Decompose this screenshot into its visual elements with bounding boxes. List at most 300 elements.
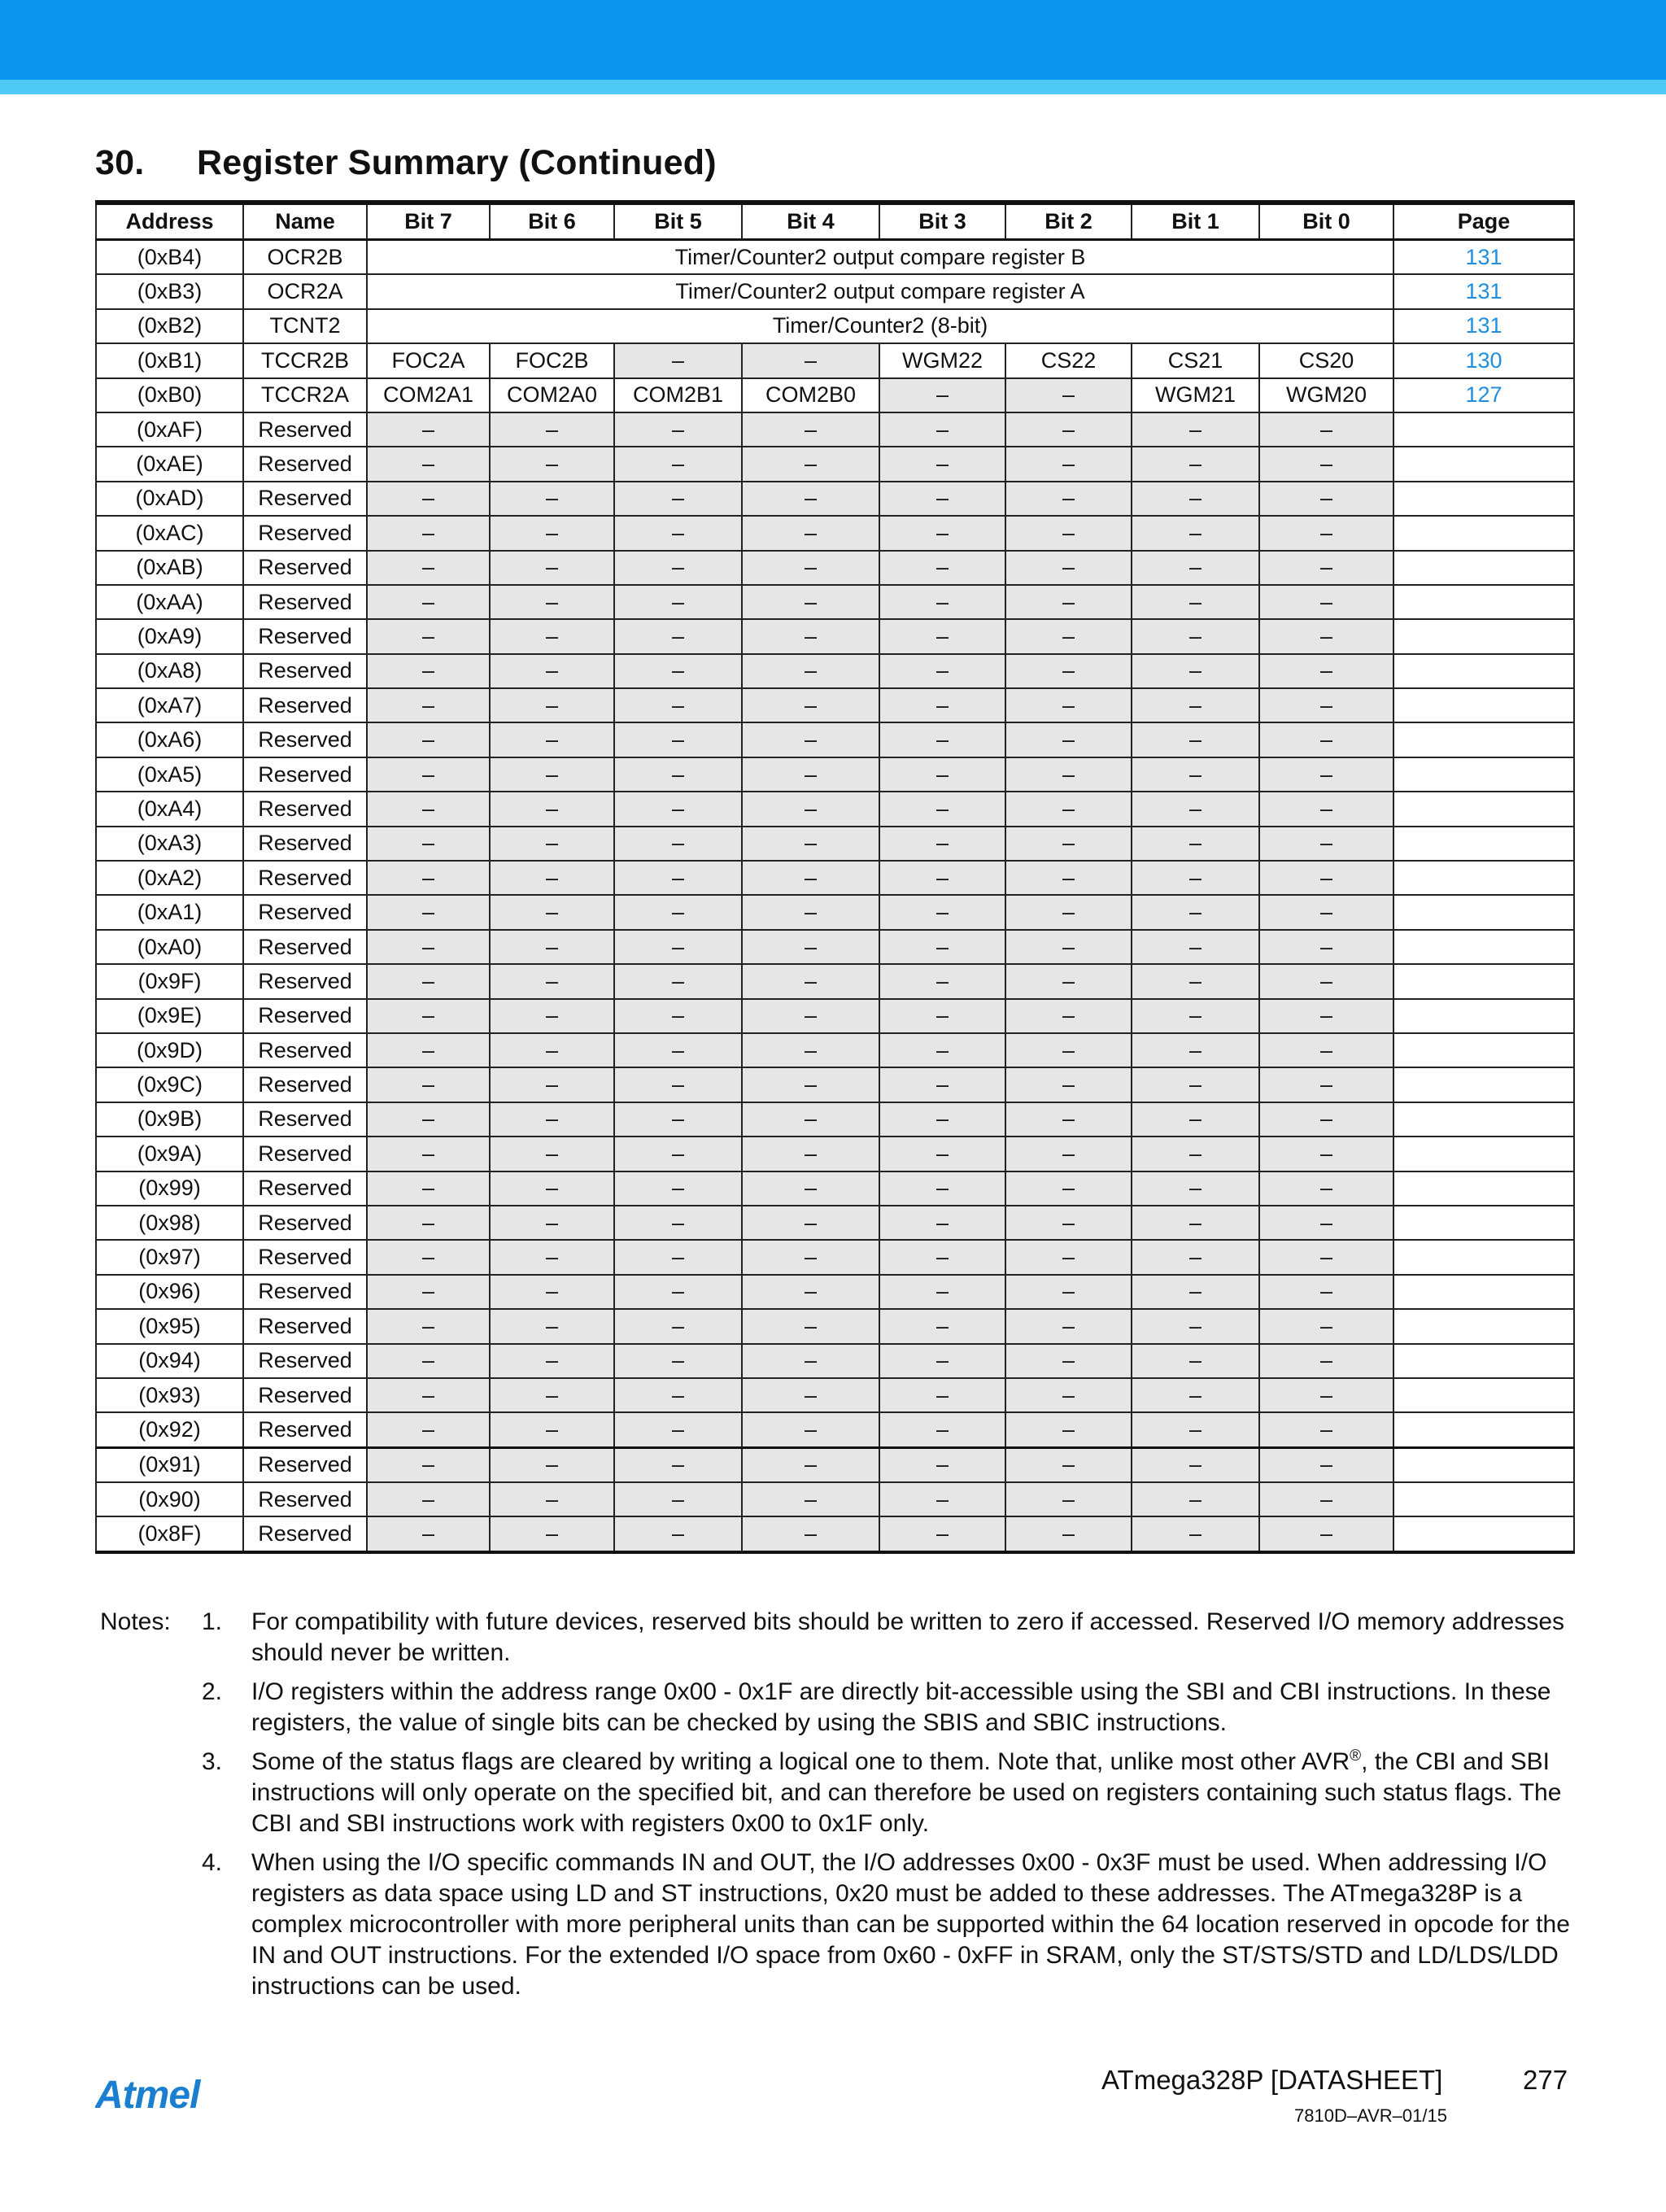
- reserved-bit-cell: –: [742, 585, 879, 619]
- register-name-cell: Reserved: [243, 1171, 367, 1206]
- register-name-cell: Reserved: [243, 1447, 367, 1482]
- reserved-bit-cell: –: [1132, 861, 1259, 895]
- reserved-bit-cell: –: [367, 999, 490, 1033]
- page-cell: [1393, 964, 1574, 998]
- reserved-bit-cell: –: [614, 964, 742, 998]
- reserved-bit-cell: –: [1259, 1378, 1393, 1412]
- reserved-bit-cell: –: [1005, 757, 1132, 792]
- reserved-bit-cell: –: [1259, 1275, 1393, 1309]
- bit-cell: WGM21: [1132, 378, 1259, 412]
- reserved-bit-cell: –: [1132, 1309, 1259, 1343]
- reserved-bit-cell: –: [1259, 412, 1393, 447]
- register-description-cell: Timer/Counter2 output compare register B: [367, 240, 1393, 275]
- address-cell: (0x94): [96, 1344, 243, 1378]
- address-cell: (0xA6): [96, 722, 243, 757]
- page-cell: [1393, 1482, 1574, 1516]
- reserved-bit-cell: –: [490, 1447, 614, 1482]
- bit-cell: WGM22: [879, 343, 1005, 377]
- reserved-bit-cell: –: [1005, 1309, 1132, 1343]
- address-cell: (0xAD): [96, 482, 243, 516]
- reserved-bit-cell: –: [1259, 1412, 1393, 1447]
- reserved-bit-cell: –: [742, 551, 879, 585]
- reserved-bit-cell: –: [490, 1206, 614, 1240]
- table-row: [96, 688, 1574, 722]
- header-band-line: [0, 80, 1666, 94]
- reserved-bit-cell: –: [614, 447, 742, 481]
- reserved-bit-cell: –: [1005, 1275, 1132, 1309]
- note-item: [202, 1607, 1572, 1669]
- page-link[interactable]: 127: [1393, 378, 1574, 412]
- table-row: [96, 654, 1574, 688]
- reserved-bit-cell: –: [1132, 1067, 1259, 1102]
- reserved-bit-cell: –: [1132, 619, 1259, 653]
- reserved-bit-cell: –: [367, 516, 490, 550]
- column-header: Page: [1393, 203, 1574, 240]
- reserved-bit-cell: –: [879, 1033, 1005, 1067]
- table-row: [96, 1482, 1574, 1516]
- reserved-bit-cell: –: [1259, 964, 1393, 998]
- reserved-bit-cell: –: [614, 861, 742, 895]
- address-cell: (0x9E): [96, 999, 243, 1033]
- reserved-bit-cell: –: [879, 722, 1005, 757]
- reserved-bit-cell: –: [879, 1067, 1005, 1102]
- reserved-bit-cell: –: [879, 1171, 1005, 1206]
- reserved-bit-cell: –: [1132, 1033, 1259, 1067]
- section-number: 30.: [95, 143, 145, 182]
- reserved-bit-cell: –: [490, 895, 614, 929]
- reserved-bit-cell: –: [879, 1240, 1005, 1274]
- reserved-bit-cell: –: [879, 619, 1005, 653]
- register-name-cell: Reserved: [243, 551, 367, 585]
- address-cell: (0xAE): [96, 447, 243, 481]
- reserved-bit-cell: –: [742, 1378, 879, 1412]
- footer-doc-code: 7810D–AVR–01/15: [1294, 2105, 1447, 2126]
- reserved-bit-cell: –: [879, 654, 1005, 688]
- reserved-bit-cell: –: [1005, 792, 1132, 826]
- reserved-bit-cell: –: [367, 757, 490, 792]
- reserved-bit-cell: –: [742, 757, 879, 792]
- reserved-bit-cell: –: [1259, 1171, 1393, 1206]
- address-cell: (0x99): [96, 1171, 243, 1206]
- register-name-cell: Reserved: [243, 964, 367, 998]
- reserved-bit-cell: –: [1005, 1482, 1132, 1516]
- logo-text: Atmel: [95, 2074, 200, 2116]
- page-cell: [1393, 895, 1574, 929]
- reserved-bit-cell: –: [1132, 1275, 1259, 1309]
- register-name-cell: Reserved: [243, 412, 367, 447]
- address-cell: (0xB1): [96, 343, 243, 377]
- register-name-cell: Reserved: [243, 861, 367, 895]
- reserved-bit-cell: –: [1132, 964, 1259, 998]
- reserved-bit-cell: –: [1005, 1378, 1132, 1412]
- address-cell: (0x8F): [96, 1516, 243, 1551]
- table-header-row: [96, 203, 1574, 240]
- reserved-bit-cell: –: [1005, 1516, 1132, 1551]
- column-header: Bit 4: [742, 203, 879, 240]
- table-row: [96, 827, 1574, 861]
- bit-cell: CS20: [1259, 343, 1393, 377]
- reserved-bit-cell: –: [490, 516, 614, 550]
- column-header: Name: [243, 203, 367, 240]
- register-name-cell: Reserved: [243, 1240, 367, 1274]
- reserved-bit-cell: –: [614, 1378, 742, 1412]
- reserved-bit-cell: –: [367, 1309, 490, 1343]
- address-cell: (0x92): [96, 1412, 243, 1447]
- reserved-bit-cell: –: [367, 1137, 490, 1171]
- reserved-bit-cell: –: [742, 1412, 879, 1447]
- bit-cell: COM2B0: [742, 378, 879, 412]
- reserved-bit-cell: –: [1259, 1482, 1393, 1516]
- address-cell: (0x97): [96, 1240, 243, 1274]
- bit-cell: –: [879, 378, 1005, 412]
- reserved-bit-cell: –: [614, 688, 742, 722]
- reserved-bit-cell: –: [1259, 551, 1393, 585]
- reserved-bit-cell: –: [742, 516, 879, 550]
- reserved-bit-cell: –: [367, 895, 490, 929]
- page-cell: [1393, 722, 1574, 757]
- reserved-bit-cell: –: [879, 516, 1005, 550]
- reserved-bit-cell: –: [1005, 1206, 1132, 1240]
- reserved-bit-cell: –: [490, 1412, 614, 1447]
- reserved-bit-cell: –: [742, 1275, 879, 1309]
- table-row: [96, 1447, 1574, 1482]
- address-cell: (0x9F): [96, 964, 243, 998]
- table-row: [96, 516, 1574, 550]
- reserved-bit-cell: –: [1259, 1344, 1393, 1378]
- register-name-cell: Reserved: [243, 1137, 367, 1171]
- note-number: 3.: [202, 1748, 223, 1775]
- reserved-bit-cell: –: [879, 1516, 1005, 1551]
- reserved-bit-cell: –: [1005, 619, 1132, 653]
- reserved-bit-cell: –: [1132, 1206, 1259, 1240]
- bit-cell: CS21: [1132, 343, 1259, 377]
- reserved-bit-cell: –: [490, 482, 614, 516]
- address-cell: (0xA0): [96, 930, 243, 964]
- reserved-bit-cell: –: [1259, 1240, 1393, 1274]
- address-cell: (0x91): [96, 1447, 243, 1482]
- register-description-cell: Timer/Counter2 (8-bit): [367, 309, 1393, 343]
- table-row: [96, 1067, 1574, 1102]
- reserved-bit-cell: –: [742, 619, 879, 653]
- reserved-bit-cell: –: [490, 1344, 614, 1378]
- section-title: Register Summary (Continued): [197, 143, 717, 182]
- address-cell: (0x9B): [96, 1102, 243, 1137]
- reserved-bit-cell: –: [879, 482, 1005, 516]
- reserved-bit-cell: –: [367, 1344, 490, 1378]
- reserved-bit-cell: –: [614, 1516, 742, 1551]
- reserved-bit-cell: –: [879, 999, 1005, 1033]
- page-cell: [1393, 1344, 1574, 1378]
- reserved-bit-cell: –: [879, 1344, 1005, 1378]
- reserved-bit-cell: –: [490, 964, 614, 998]
- page-cell: [1393, 1412, 1574, 1447]
- notes-label: Notes:: [100, 1608, 171, 1635]
- reserved-bit-cell: –: [1132, 1516, 1259, 1551]
- reserved-bit-cell: –: [1132, 827, 1259, 861]
- bit-cell: WGM20: [1259, 378, 1393, 412]
- page-cell: [1393, 551, 1574, 585]
- reserved-bit-cell: –: [1259, 930, 1393, 964]
- reserved-bit-cell: –: [879, 1309, 1005, 1343]
- note-number: 2.: [202, 1678, 223, 1705]
- reserved-bit-cell: –: [614, 585, 742, 619]
- table-row: [96, 1275, 1574, 1309]
- bit-cell: –: [1005, 378, 1132, 412]
- register-description-cell: Timer/Counter2 output compare register A: [367, 274, 1393, 308]
- address-cell: (0xA2): [96, 861, 243, 895]
- bit-cell: FOC2B: [490, 343, 614, 377]
- reserved-bit-cell: –: [879, 447, 1005, 481]
- address-cell: (0x96): [96, 1275, 243, 1309]
- register-name-cell: Reserved: [243, 619, 367, 653]
- reserved-bit-cell: –: [1005, 722, 1132, 757]
- page-cell: [1393, 585, 1574, 619]
- reserved-bit-cell: –: [1259, 999, 1393, 1033]
- reserved-bit-cell: –: [1005, 551, 1132, 585]
- table-row: [96, 274, 1574, 308]
- table-row: [96, 722, 1574, 757]
- reserved-bit-cell: –: [1005, 1067, 1132, 1102]
- reserved-bit-cell: –: [1132, 688, 1259, 722]
- address-cell: (0x98): [96, 1206, 243, 1240]
- reserved-bit-cell: –: [367, 1412, 490, 1447]
- reserved-bit-cell: –: [1259, 482, 1393, 516]
- page-cell: [1393, 1240, 1574, 1274]
- reserved-bit-cell: –: [879, 964, 1005, 998]
- page-cell: [1393, 1102, 1574, 1137]
- table-row: [96, 1516, 1574, 1551]
- reserved-bit-cell: –: [614, 722, 742, 757]
- table-row: [96, 1412, 1574, 1447]
- reserved-bit-cell: –: [490, 551, 614, 585]
- reserved-bit-cell: –: [1005, 412, 1132, 447]
- address-cell: (0xB4): [96, 240, 243, 275]
- reserved-bit-cell: –: [742, 1033, 879, 1067]
- page-cell: [1393, 1137, 1574, 1171]
- table-row: [96, 1102, 1574, 1137]
- reserved-bit-cell: –: [1005, 930, 1132, 964]
- reserved-bit-cell: –: [614, 1412, 742, 1447]
- reserved-bit-cell: –: [614, 516, 742, 550]
- address-cell: (0xA5): [96, 757, 243, 792]
- reserved-bit-cell: –: [367, 619, 490, 653]
- footer-doc-title: ATmega328P [DATASHEET]: [1101, 2065, 1443, 2095]
- reserved-bit-cell: –: [742, 964, 879, 998]
- reserved-bit-cell: –: [1005, 1137, 1132, 1171]
- note-text-part: Some of the status flags are cleared by writing a logical one to them. Note that, unlike most other AVR: [251, 1748, 1350, 1775]
- reserved-bit-cell: –: [742, 1171, 879, 1206]
- reserved-bit-cell: –: [490, 722, 614, 757]
- reserved-bit-cell: –: [490, 757, 614, 792]
- table-row: [96, 1137, 1574, 1171]
- page-link[interactable]: 131: [1393, 240, 1574, 275]
- address-cell: (0x90): [96, 1482, 243, 1516]
- table-row: [96, 1033, 1574, 1067]
- reserved-bit-cell: –: [490, 1171, 614, 1206]
- reserved-bit-cell: –: [879, 895, 1005, 929]
- table-row: [96, 1344, 1574, 1378]
- reserved-bit-cell: –: [742, 895, 879, 929]
- reserved-bit-cell: –: [1132, 895, 1259, 929]
- reserved-bit-cell: –: [490, 1102, 614, 1137]
- reserved-bit-cell: –: [614, 1171, 742, 1206]
- page-cell: [1393, 1516, 1574, 1551]
- register-name-cell: Reserved: [243, 1344, 367, 1378]
- reserved-bit-cell: –: [1005, 482, 1132, 516]
- reserved-bit-cell: –: [367, 482, 490, 516]
- reserved-bit-cell: –: [1259, 1309, 1393, 1343]
- reserved-bit-cell: –: [1259, 1102, 1393, 1137]
- table-row: [96, 309, 1574, 343]
- section-heading: [95, 143, 717, 183]
- register-name-cell: Reserved: [243, 1102, 367, 1137]
- reserved-bit-cell: –: [490, 1033, 614, 1067]
- reserved-bit-cell: –: [1132, 412, 1259, 447]
- reserved-bit-cell: –: [367, 654, 490, 688]
- reserved-bit-cell: –: [742, 1102, 879, 1137]
- table-row: [96, 930, 1574, 964]
- address-cell: (0xAA): [96, 585, 243, 619]
- register-name-cell: OCR2B: [243, 240, 367, 275]
- reserved-bit-cell: –: [614, 1206, 742, 1240]
- reserved-bit-cell: –: [1132, 757, 1259, 792]
- note-text: [251, 1748, 1561, 1837]
- reserved-bit-cell: –: [879, 1482, 1005, 1516]
- reserved-bit-cell: –: [367, 792, 490, 826]
- address-cell: (0xAC): [96, 516, 243, 550]
- reserved-bit-cell: –: [490, 1482, 614, 1516]
- reserved-bit-cell: –: [367, 1447, 490, 1482]
- table-row: [96, 1171, 1574, 1206]
- reserved-bit-cell: –: [1259, 792, 1393, 826]
- reserved-bit-cell: –: [614, 757, 742, 792]
- table-row: [96, 447, 1574, 481]
- reserved-bit-cell: –: [742, 999, 879, 1033]
- table-row: [96, 999, 1574, 1033]
- address-cell: (0xA3): [96, 827, 243, 861]
- reserved-bit-cell: –: [742, 1344, 879, 1378]
- address-cell: (0xAF): [96, 412, 243, 447]
- table-row: [96, 551, 1574, 585]
- reserved-bit-cell: –: [614, 1102, 742, 1137]
- page-cell: [1393, 1378, 1574, 1412]
- page-link[interactable]: 131: [1393, 274, 1574, 308]
- reserved-bit-cell: –: [1005, 1240, 1132, 1274]
- address-cell: (0xAB): [96, 551, 243, 585]
- note-number: 1.: [202, 1608, 223, 1635]
- table-row: [96, 792, 1574, 826]
- reserved-bit-cell: –: [490, 999, 614, 1033]
- reserved-bit-cell: –: [367, 1378, 490, 1412]
- register-name-cell: Reserved: [243, 999, 367, 1033]
- bit-cell: –: [742, 343, 879, 377]
- reserved-bit-cell: –: [1132, 1447, 1259, 1482]
- address-cell: (0xA4): [96, 792, 243, 826]
- register-name-cell: Reserved: [243, 1206, 367, 1240]
- register-summary-table: [95, 200, 1575, 1554]
- register-name-cell: Reserved: [243, 1033, 367, 1067]
- reserved-bit-cell: –: [614, 412, 742, 447]
- reserved-bit-cell: –: [1005, 1033, 1132, 1067]
- reserved-bit-cell: –: [490, 412, 614, 447]
- reserved-bit-cell: –: [490, 930, 614, 964]
- page-cell: [1393, 482, 1574, 516]
- reserved-bit-cell: –: [614, 792, 742, 826]
- reserved-bit-cell: –: [742, 412, 879, 447]
- reserved-bit-cell: –: [1132, 1344, 1259, 1378]
- reserved-bit-cell: –: [614, 482, 742, 516]
- reserved-bit-cell: –: [490, 447, 614, 481]
- reserved-bit-cell: –: [1259, 516, 1393, 550]
- reserved-bit-cell: –: [367, 861, 490, 895]
- reserved-bit-cell: –: [367, 1240, 490, 1274]
- reserved-bit-cell: –: [614, 551, 742, 585]
- reserved-bit-cell: –: [742, 447, 879, 481]
- reserved-bit-cell: –: [742, 1447, 879, 1482]
- address-cell: (0xB2): [96, 309, 243, 343]
- reserved-bit-cell: –: [490, 861, 614, 895]
- reserved-bit-cell: –: [1005, 585, 1132, 619]
- header-band: [0, 0, 1666, 80]
- reserved-bit-cell: –: [614, 619, 742, 653]
- reserved-bit-cell: –: [490, 1275, 614, 1309]
- atmel-logo: [95, 2074, 242, 2116]
- address-cell: (0x95): [96, 1309, 243, 1343]
- reserved-bit-cell: –: [742, 1067, 879, 1102]
- reserved-bit-cell: –: [742, 1206, 879, 1240]
- table-row: [96, 378, 1574, 412]
- reserved-bit-cell: –: [1005, 999, 1132, 1033]
- reserved-bit-cell: –: [1259, 757, 1393, 792]
- reserved-bit-cell: –: [742, 792, 879, 826]
- page-cell: [1393, 861, 1574, 895]
- column-header: Bit 1: [1132, 203, 1259, 240]
- address-cell: (0x9C): [96, 1067, 243, 1102]
- page-cell: [1393, 792, 1574, 826]
- reserved-bit-cell: –: [1259, 1033, 1393, 1067]
- table-row: [96, 343, 1574, 377]
- reserved-bit-cell: –: [1005, 827, 1132, 861]
- address-cell: (0x9D): [96, 1033, 243, 1067]
- register-name-cell: Reserved: [243, 1067, 367, 1102]
- reserved-bit-cell: –: [879, 551, 1005, 585]
- reserved-bit-cell: –: [1259, 722, 1393, 757]
- table-row: [96, 619, 1574, 653]
- page-link[interactable]: 131: [1393, 309, 1574, 343]
- reserved-bit-cell: –: [490, 688, 614, 722]
- reserved-bit-cell: –: [1132, 999, 1259, 1033]
- note-item: [202, 1848, 1572, 2002]
- reserved-bit-cell: –: [614, 1275, 742, 1309]
- reserved-bit-cell: –: [1259, 1137, 1393, 1171]
- page-cell: [1393, 412, 1574, 447]
- reserved-bit-cell: –: [1259, 619, 1393, 653]
- reserved-bit-cell: –: [367, 1171, 490, 1206]
- reserved-bit-cell: –: [614, 654, 742, 688]
- reserved-bit-cell: –: [367, 964, 490, 998]
- bit-cell: –: [614, 343, 742, 377]
- page-cell: [1393, 757, 1574, 792]
- address-cell: (0xA1): [96, 895, 243, 929]
- page-cell: [1393, 1206, 1574, 1240]
- page-link[interactable]: 130: [1393, 343, 1574, 377]
- table-row: [96, 482, 1574, 516]
- page-cell: [1393, 1275, 1574, 1309]
- address-cell: (0xA8): [96, 654, 243, 688]
- register-name-cell: OCR2A: [243, 274, 367, 308]
- reserved-bit-cell: –: [490, 1240, 614, 1274]
- reserved-bit-cell: –: [742, 827, 879, 861]
